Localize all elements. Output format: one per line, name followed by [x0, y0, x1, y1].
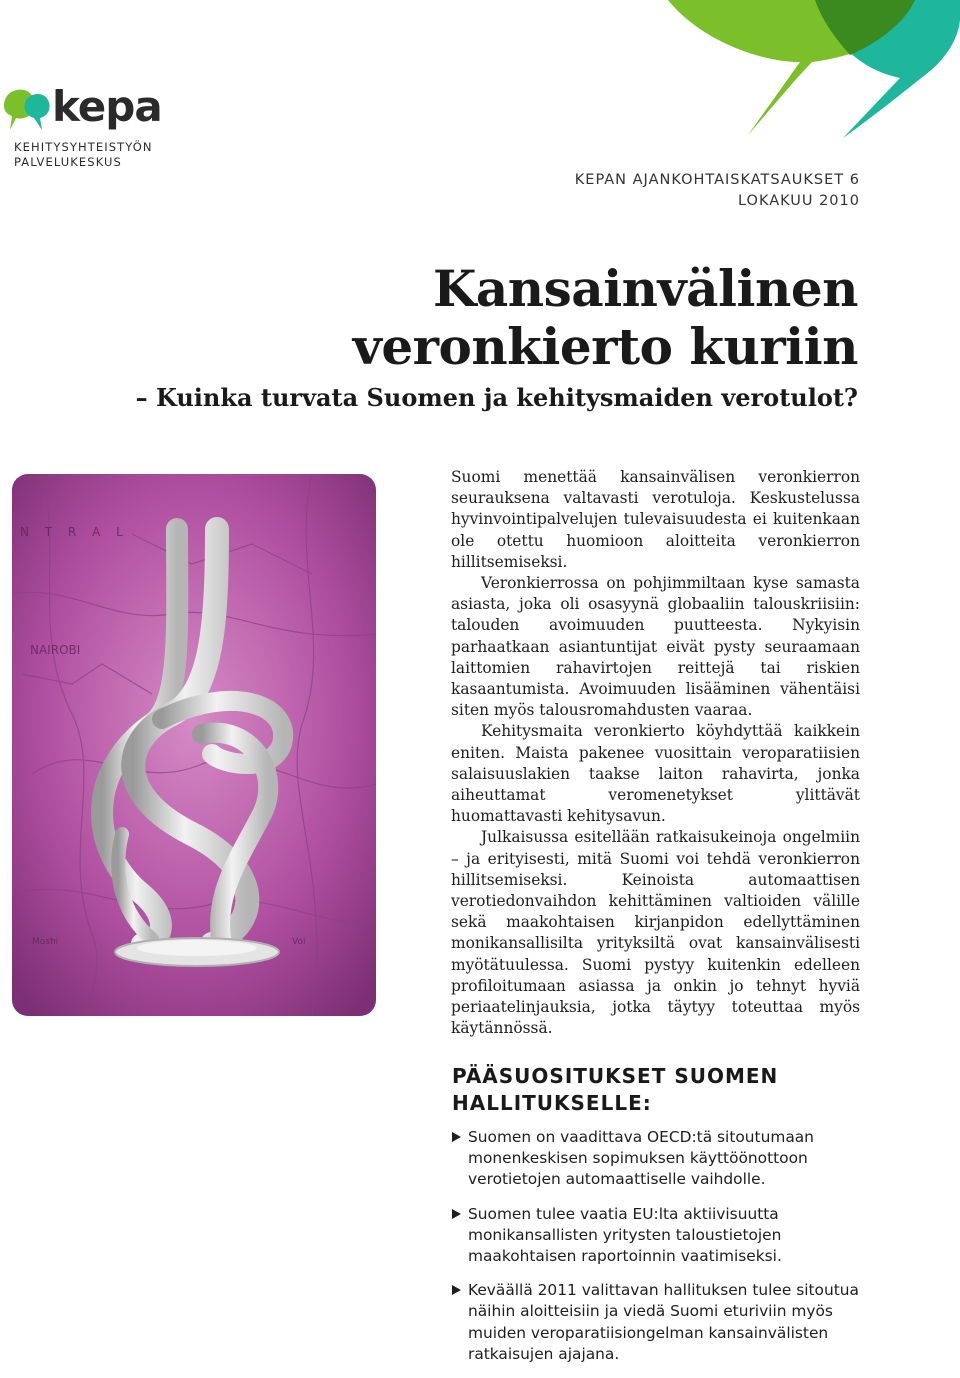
cover-photo — [12, 474, 376, 1016]
recommendations-list — [452, 1127, 872, 1378]
logo-wordmark: kepa — [52, 82, 162, 131]
list-item — [452, 1204, 872, 1268]
svg-text:N T R A L: N T R A L — [20, 525, 129, 539]
body-paragraph-4: Julkaisussa esitellään ratkaisukeinoja ongelmiin – ja erityisesti, mitä Suomi voi tehdä veronkierron hillitsemiseksi. Keinoista automaattisen verotiedonvaihdon kehittäminen valtioiden välille sekä maakohtaisen kirjanpidon edellyttäminen monikansallisilta yrityksiltä ovat kansainvälisesti myötätuulessa. Suomi pystyy kuitenkin edelleen profiloitumaan asiassa ja onkin jo tehnyt hyviä periaatelinjauksia, jotka täytyy toteuttaa myös käytännössä. — [451, 828, 860, 1038]
map-background — [12, 474, 376, 1016]
svg-text:NAIROBI: NAIROBI — [30, 643, 81, 657]
recommendation-text: Keväällä 2011 valittavan hallituksen tulee sitoutua näihin aloitteisiin ja viedä Suomi eturiviin myös muiden veroparatiisiongelman kansainvälisten ratkaisujen ajajana. — [468, 1281, 859, 1363]
triangle-bullet-icon — [452, 1132, 461, 1142]
recommendation-text: Suomen on vaadittava OECD:tä sitoutumaan monenkeskisen sopimuksen käyttöönottoon verotietojen automaattiselle vaihdolle. — [468, 1128, 814, 1189]
page-title — [353, 260, 858, 376]
body-paragraph-2: Veronkierrossa on pohjimmiltaan kyse samasta asiasta, joka oli osasyynä globaaliin talouskriisiin: talouden avoimuuden puutteesta. Nykyisin parhaatkaan asiantuntijat eivät pysty seuraamaan laittomien rahavirtojen reittejä tai riskien kasaantumista. Avoimuuden lisääminen vähentäisi siten myös talousromahdusten vaaraa. — [451, 574, 860, 720]
recommendation-text: Suomen tulee vaatia EU:lta aktiivisuutta monikansallisten yritysten taloustietojen maakohtaisen raportoinnin vaatimiseksi. — [468, 1204, 782, 1266]
triangle-bullet-icon — [452, 1209, 461, 1219]
dollar-sculpture-icon — [12, 474, 376, 1016]
svg-text:Voi: Voi — [292, 937, 306, 947]
title-line-1: Kansainvälinen — [432, 259, 858, 318]
tagline-line-2: PALVELUKESKUS — [14, 155, 122, 169]
body-paragraph-1: Suomi menettää kansainvälisen veronkierron seurauksena valtavasti verotuloja. Keskustelussa hyvinvointipalvelujen tulevaisuudesta ei kuitenkaan ole otettu huomioon aloitteita veronkierron hillitsemiseksi. — [451, 468, 860, 571]
article-body — [451, 467, 860, 1039]
tagline-line-1: KEHITYSYHTEISTYÖN — [14, 140, 153, 154]
recommendations-heading — [452, 1063, 778, 1117]
title-line-2: veronkierto kuriin — [352, 317, 858, 376]
list-item — [452, 1280, 872, 1365]
body-paragraph-3: Kehitysmaita veronkierto köyhdyttää kaikkein eniten. Maista pakenee vuosittain veroparatiisien salaisuuslakien taakse laiton rahavirta, jonka aiheuttamat veromenetykset ylittävät huomattavasti kehitysavun. — [451, 722, 860, 826]
rec-heading-line-2: HALLITUKSELLE: — [452, 1091, 652, 1115]
series-info — [575, 170, 860, 212]
page-subtitle: – Kuinka turvata Suomen ja kehitysmaiden verotulot? — [135, 383, 858, 412]
list-item — [452, 1127, 872, 1191]
series-date: LOKAKUU 2010 — [737, 193, 860, 209]
series-name: KEPAN AJANKOHTAISKATSAUKSET 6 — [574, 172, 860, 188]
triangle-bullet-icon — [452, 1285, 461, 1295]
rec-heading-line-1: PÄÄSUOSITUKSET SUOMEN — [452, 1064, 779, 1088]
logo-tagline — [14, 140, 153, 170]
svg-text:Moshi: Moshi — [32, 937, 59, 947]
